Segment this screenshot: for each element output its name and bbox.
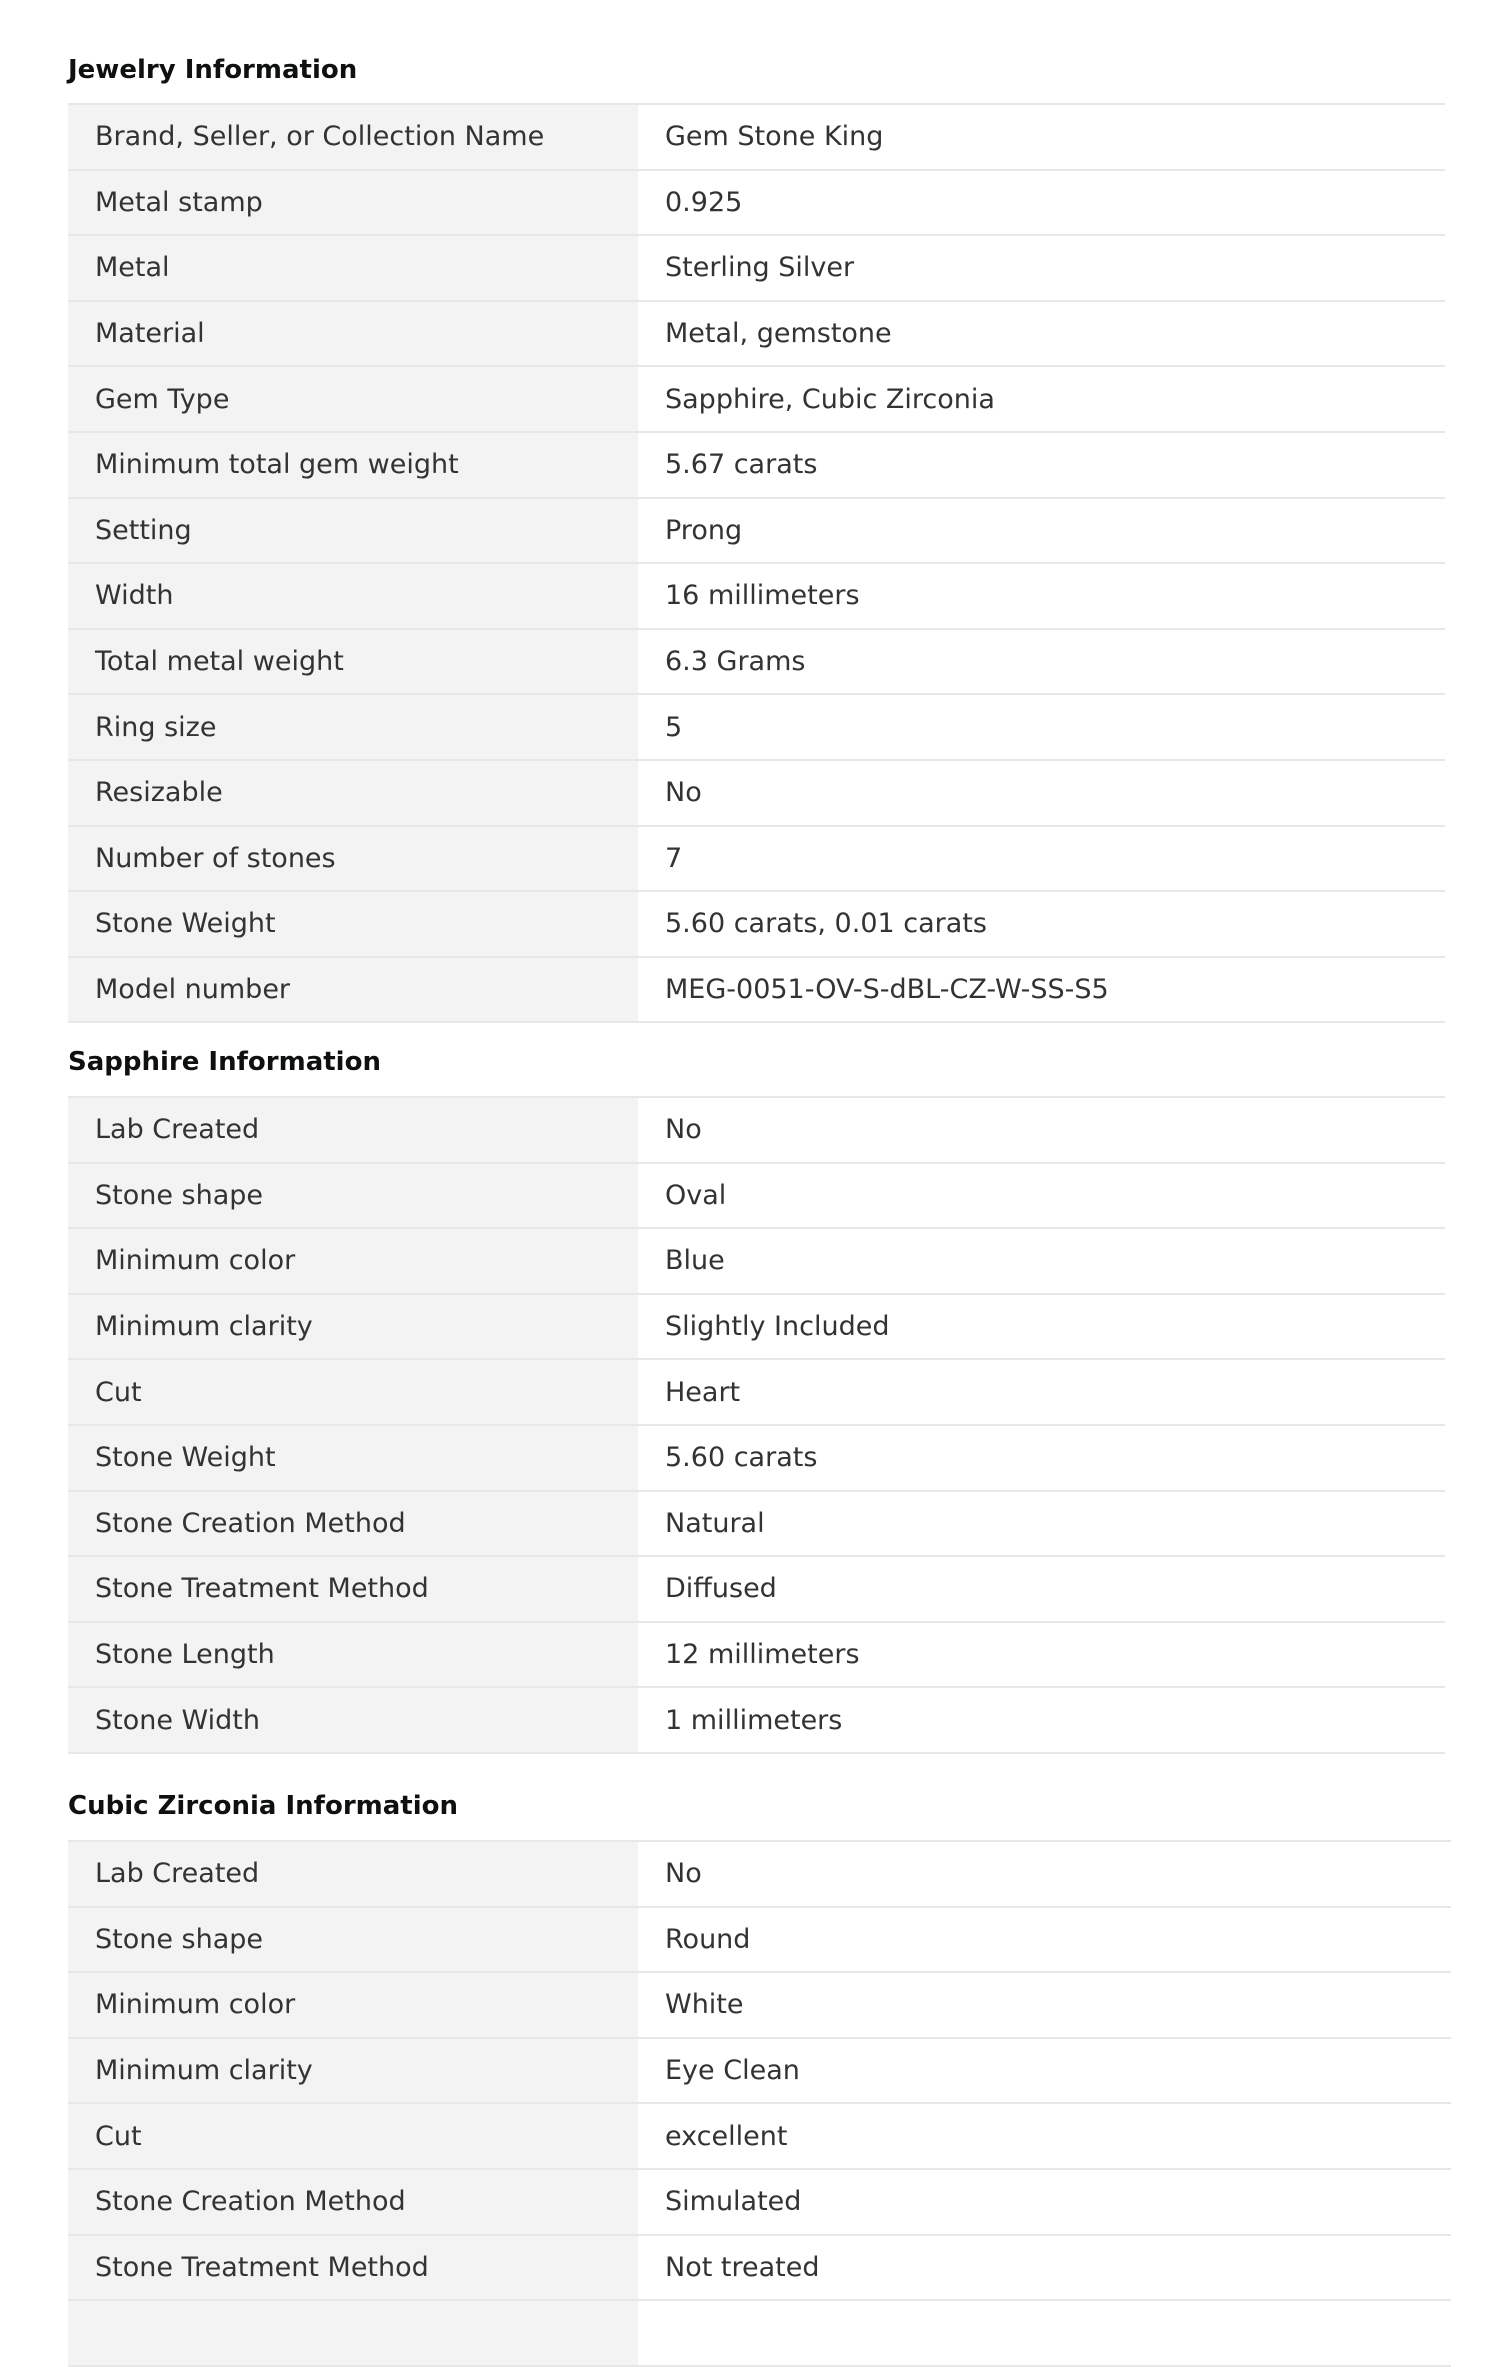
row-value: Sapphire, Cubic Zirconia <box>638 366 1445 432</box>
table-row <box>68 498 1445 564</box>
table-row <box>68 1163 1445 1229</box>
table-row <box>68 1097 1445 1163</box>
row-value: Metal, gemstone <box>638 301 1445 367</box>
row-value: No <box>638 1841 1451 1907</box>
row-value: Eye Clean <box>638 2038 1451 2104</box>
row-label: Stone Weight <box>68 1425 638 1491</box>
row-label: Width <box>68 563 638 629</box>
row-label: Minimum color <box>68 1228 638 1294</box>
table-row <box>68 1622 1445 1688</box>
table-row <box>68 891 1445 957</box>
table-row <box>68 563 1445 629</box>
table-row <box>68 2169 1451 2235</box>
table-row <box>68 1425 1445 1491</box>
row-label: Model number <box>68 957 638 1023</box>
row-value: 12 millimeters <box>638 1622 1445 1688</box>
row-value: No <box>638 760 1445 826</box>
table-row <box>68 826 1445 892</box>
row-value: Sterling Silver <box>638 235 1445 301</box>
row-label: Resizable <box>68 760 638 826</box>
row-value: 0.925 <box>638 170 1445 236</box>
row-label: Stone shape <box>68 1163 638 1229</box>
row-label: Stone shape <box>68 1907 638 1973</box>
row-label: Brand, Seller, or Collection Name <box>68 104 638 170</box>
row-label: Cut <box>68 1359 638 1425</box>
row-label: Total metal weight <box>68 629 638 695</box>
row-value: 6.3 Grams <box>638 629 1445 695</box>
table-row <box>68 2103 1451 2169</box>
table-row <box>68 2038 1451 2104</box>
cubic-zirconia-information-table <box>68 1840 1451 2367</box>
row-label: Number of stones <box>68 826 638 892</box>
row-label <box>68 2300 638 2366</box>
row-value: 7 <box>638 826 1445 892</box>
row-value: Not treated <box>638 2235 1451 2301</box>
row-value: excellent <box>638 2103 1451 2169</box>
section-title-sapphire-information: Sapphire Information <box>68 1047 381 1077</box>
table-row <box>68 235 1445 301</box>
row-label: Minimum color <box>68 1972 638 2038</box>
row-value: Simulated <box>638 2169 1451 2235</box>
row-value: Slightly Included <box>638 1294 1445 1360</box>
section-title-cubic-zirconia-information: Cubic Zirconia Information <box>68 1791 458 1821</box>
table-row <box>68 1359 1445 1425</box>
table-row <box>68 957 1445 1023</box>
row-value: 5 <box>638 694 1445 760</box>
row-label: Cut <box>68 2103 638 2169</box>
table-row <box>68 432 1445 498</box>
row-value <box>638 2300 1451 2366</box>
row-label: Gem Type <box>68 366 638 432</box>
table-row <box>68 1687 1445 1753</box>
jewelry-information-table <box>68 103 1445 1023</box>
table-row <box>68 1556 1445 1622</box>
row-value: Blue <box>638 1228 1445 1294</box>
row-label: Stone Creation Method <box>68 1491 638 1557</box>
table-row <box>68 1491 1445 1557</box>
row-value: 16 millimeters <box>638 563 1445 629</box>
row-label: Stone Length <box>68 1622 638 1688</box>
row-label: Metal <box>68 235 638 301</box>
row-value: Heart <box>638 1359 1445 1425</box>
row-label: Metal stamp <box>68 170 638 236</box>
table-row <box>68 760 1445 826</box>
table-row <box>68 366 1445 432</box>
row-label: Ring size <box>68 694 638 760</box>
table-row <box>68 1841 1451 1907</box>
row-value: 5.60 carats <box>638 1425 1445 1491</box>
table-row <box>68 2235 1451 2301</box>
row-value: 5.67 carats <box>638 432 1445 498</box>
table-row <box>68 629 1445 695</box>
row-value: Prong <box>638 498 1445 564</box>
row-value: Round <box>638 1907 1451 1973</box>
row-label: Minimum clarity <box>68 1294 638 1360</box>
table-row <box>68 1228 1445 1294</box>
table-row <box>68 1907 1451 1973</box>
row-label: Stone Treatment Method <box>68 1556 638 1622</box>
row-value: 1 millimeters <box>638 1687 1445 1753</box>
row-label: Minimum clarity <box>68 2038 638 2104</box>
row-label: Material <box>68 301 638 367</box>
table-row <box>68 1972 1451 2038</box>
row-label: Lab Created <box>68 1097 638 1163</box>
table-row <box>68 301 1445 367</box>
row-value: White <box>638 1972 1451 2038</box>
row-value: MEG-0051-OV-S-dBL-CZ-W-SS-S5 <box>638 957 1445 1023</box>
row-value: 5.60 carats, 0.01 carats <box>638 891 1445 957</box>
row-label: Stone Width <box>68 1687 638 1753</box>
row-value: Diffused <box>638 1556 1445 1622</box>
row-value: Gem Stone King <box>638 104 1445 170</box>
section-title-jewelry-information: Jewelry Information <box>68 55 358 85</box>
row-label: Setting <box>68 498 638 564</box>
table-row <box>68 2300 1451 2366</box>
row-label: Lab Created <box>68 1841 638 1907</box>
row-label: Stone Treatment Method <box>68 2235 638 2301</box>
row-value: Oval <box>638 1163 1445 1229</box>
row-label: Stone Creation Method <box>68 2169 638 2235</box>
sapphire-information-table <box>68 1096 1445 1754</box>
row-value: Natural <box>638 1491 1445 1557</box>
row-value: No <box>638 1097 1445 1163</box>
row-label: Stone Weight <box>68 891 638 957</box>
row-label: Minimum total gem weight <box>68 432 638 498</box>
table-row <box>68 170 1445 236</box>
table-row <box>68 1294 1445 1360</box>
table-row <box>68 694 1445 760</box>
table-row <box>68 104 1445 170</box>
